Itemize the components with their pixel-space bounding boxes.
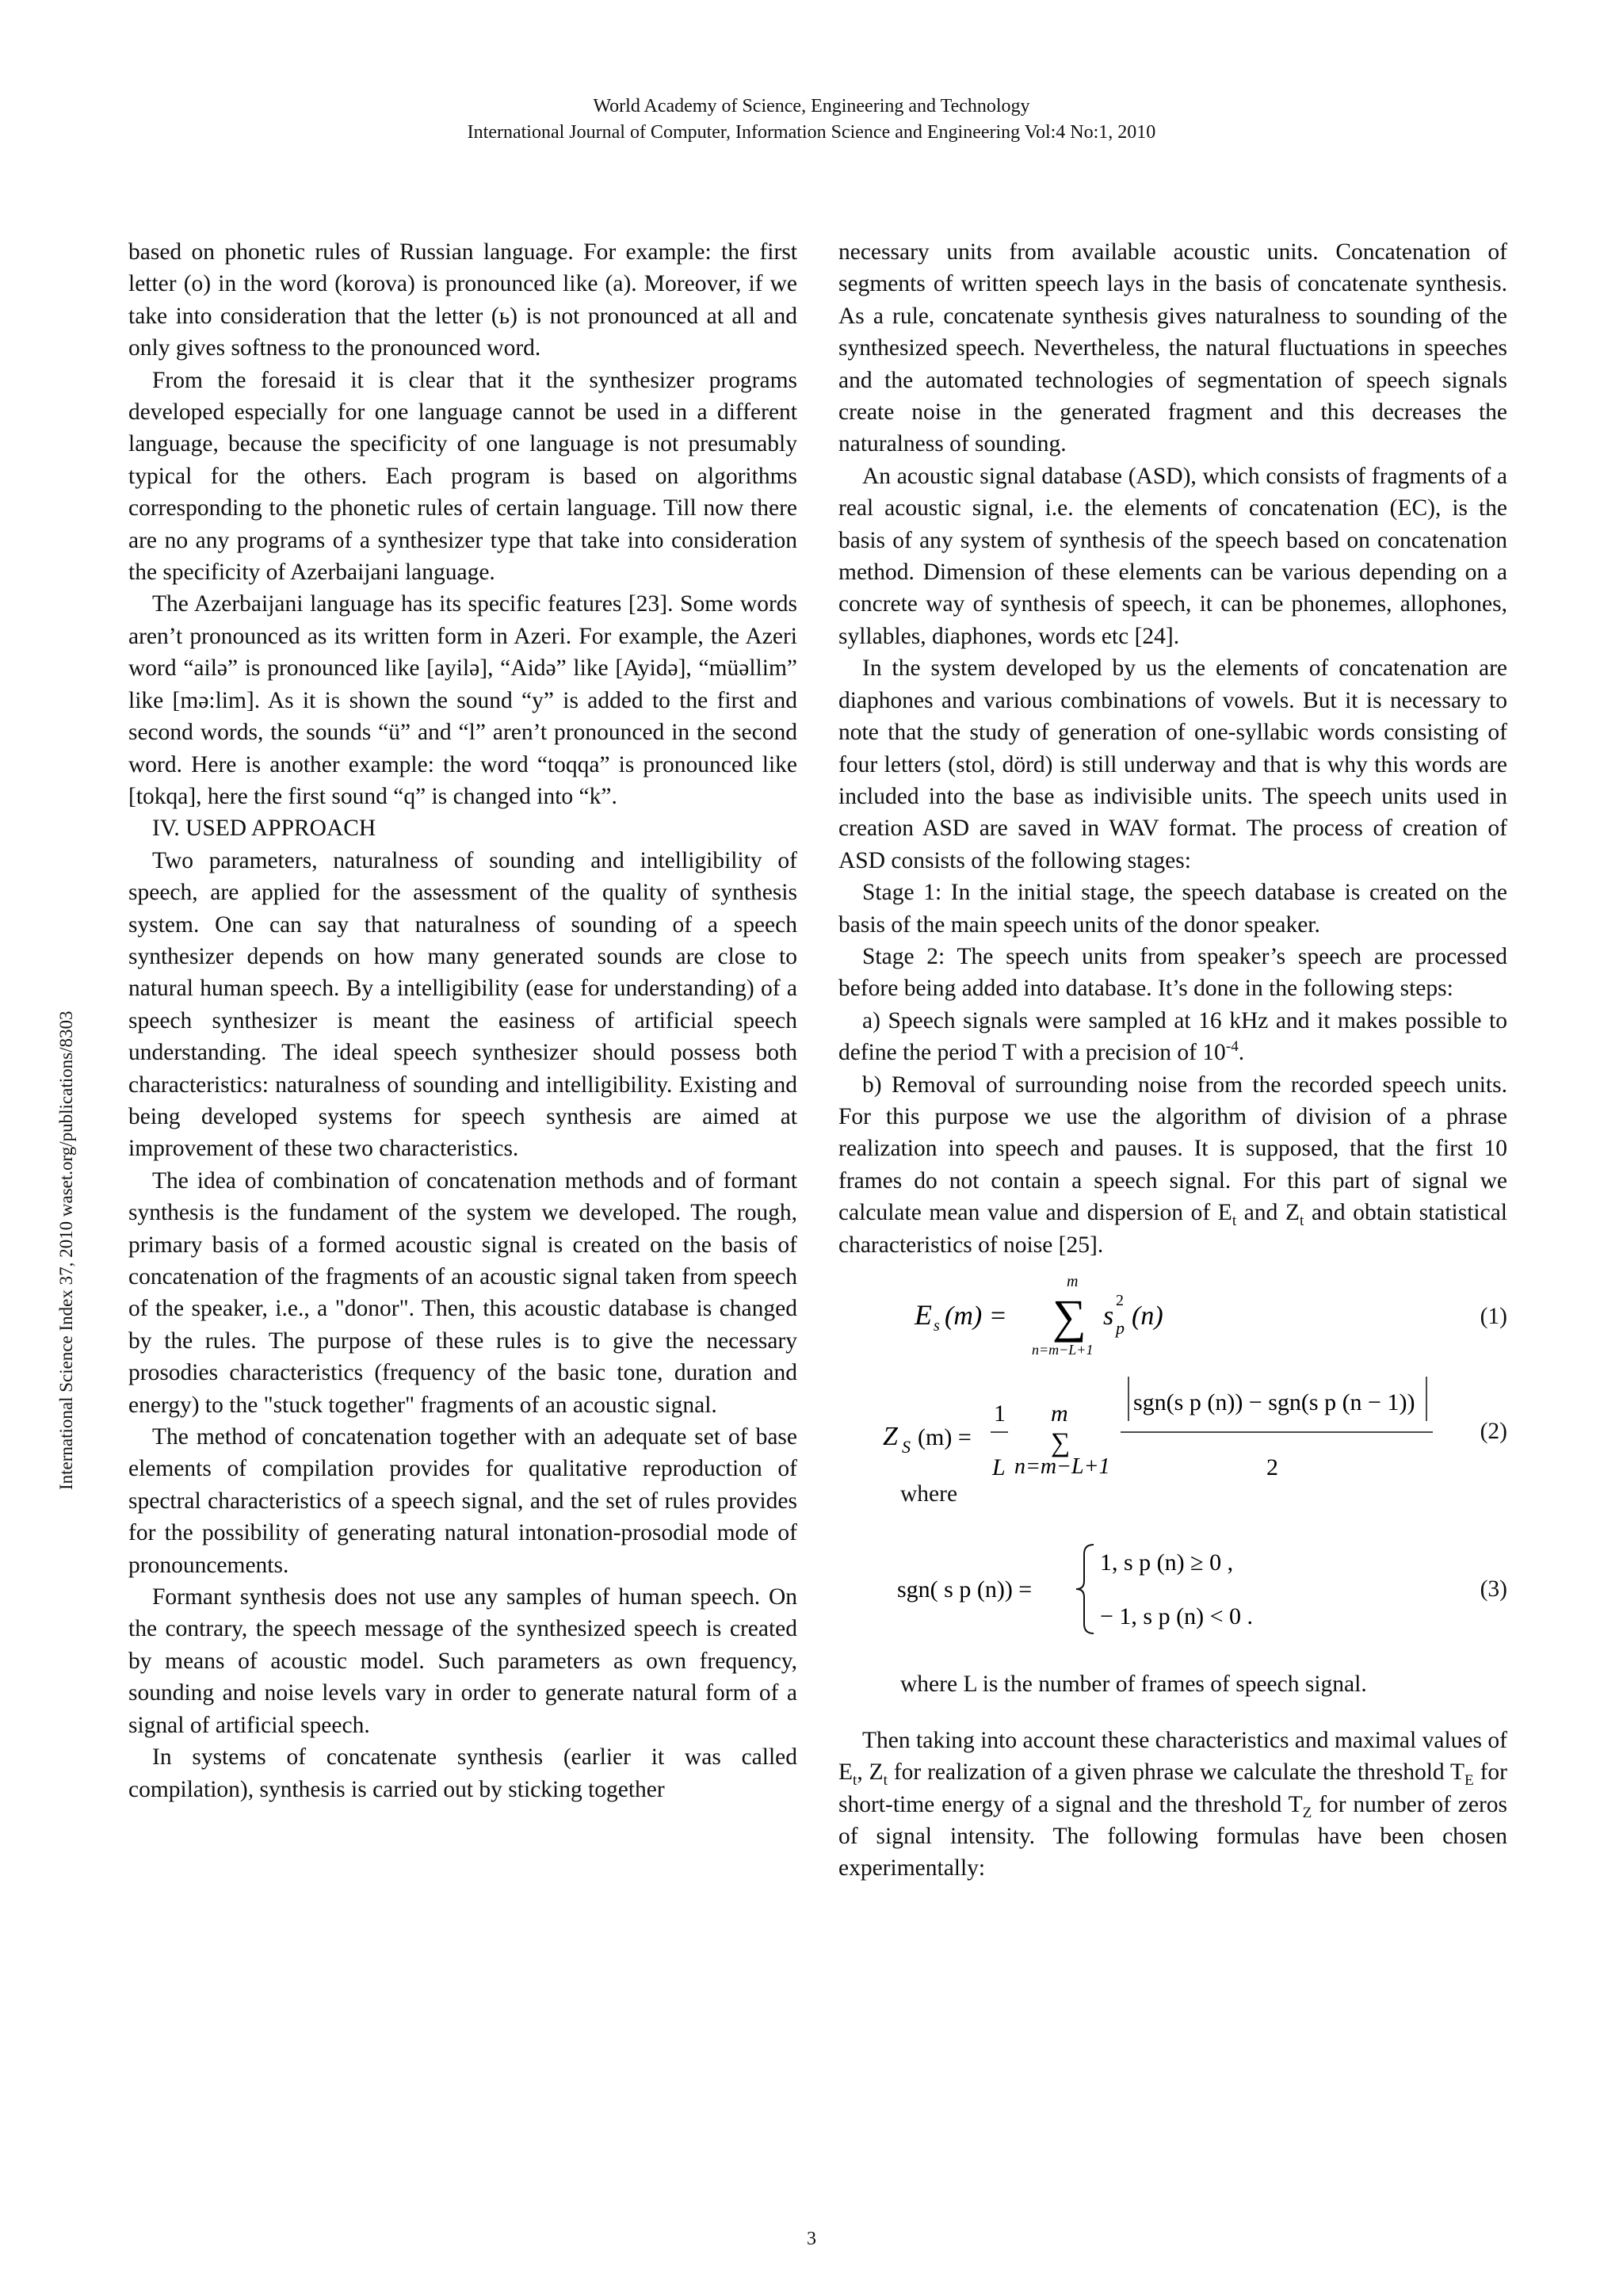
where-description: where L is the number of frames of speech signal. [900,1671,1367,1698]
eq2-numerator: sgn(s p (n)) − sgn(s p (n − 1)) [1133,1389,1415,1415]
paragraph [838,1005,1507,1069]
text-span: b) Removal of surrounding noise from the recorded speech units. For this purpose we use the algorithm of division of a phrase realization into speech and pauses. It is supposed, that the first 10 frames do not contain a speech signal. For this part of signal we calculate mean value and dispersion of E [838,1072,1507,1226]
header-line-1: World Academy of Science, Engineering and Technology [593,96,1030,117]
subscript: t [1300,1213,1304,1230]
equation-3-number: (3) [1480,1576,1507,1603]
eq1-n-arg: (n) [1132,1301,1163,1331]
text-span: and Z [1236,1200,1300,1226]
eq3-case2: − 1, s p (n) < 0 . [1100,1603,1253,1630]
eq2-L: L [992,1454,1006,1480]
eq2-sum-symbol: ∑ [1051,1428,1071,1457]
paragraph: necessary units from available acoustic units. Concatenation of segments of written speech lays in the basis of concatenate synthesis. As a rule, concatenate synthesis gives naturalness to sounding of the synthesized speech. Nevertheless, the natural fluctuations in speeches and the automated technologies of segmentation of speech signals create noise in the generated fragment and this decreases the naturalness of sounding. [838,239,1507,457]
eq1-sum-symbol: ∑ [1052,1290,1086,1343]
superscript: -4 [1225,1038,1239,1056]
equation-1-formula [838,1272,1441,1361]
paragraph: An acoustic signal database (ASD), which consists of fragments of a real acoustic signal, i.e. the elements of concatenation (EC), is the basis of any system of synthesis of the speech based on concatenation method. Dimension of these elements can be various depending on a concrete way of synthesis of speech, it can be phonemes, allophones, syllables, diaphones, words etc [24]. [838,463,1507,649]
equation-1-number: (1) [1480,1304,1507,1329]
eq1-sum-top: m [1067,1273,1079,1290]
text-span: and obtain statistical characteristics of noise [25]. [838,1200,1507,1258]
eq2-one: 1 [994,1400,1006,1427]
text-span: for realization of a given phrase we calculate the threshold T [887,1759,1465,1786]
equation-2-number: (2) [1480,1419,1507,1444]
text-span: for short-time energy of a signal and the threshold T [838,1759,1507,1817]
subscript: E [1465,1772,1474,1790]
paragraph: Stage 2: The speech units from speaker’s speech are processed before being added into database. It’s done in the following steps: [838,943,1507,1002]
paragraph [838,1069,1507,1261]
paragraph [838,1725,1507,1885]
paragraph: Two parameters, naturalness of sounding and intelligibility of speech, are applied for the assessment of the quality of synthesis system. One can say that naturalness of sounding of a speech synthesizer depends on how many generated sounds are close to natural human speech. By a intelligibility (ease for understanding) of a speech synthesizer is meant the easiness of artificial speech understanding. The ideal speech synthesizer should possess both characteristics: naturalness of sounding and intelligibility. Existing and being developed systems for speech synthesis are aimed at improvement of these two characteristics. [128,847,797,1162]
side-index-note: International Science Index 37, 2010 waset.org/publications/8303 [56,1010,76,1490]
page-number: 3 [807,2229,816,2249]
subscript: t [1232,1213,1237,1230]
eq1-sum-bottom: n=m−L+1 [1032,1342,1094,1358]
left-column [128,236,797,1805]
paragraph: In the system developed by us the elements of concatenation are diaphones and various combinations of vowels. But it is necessary to note that the study of generation of one-syllabic words consisting of four letters (stol, dörd) is still underway and that is why this words are included into the base as indivisible units. The speech units used in creation ASD are saved in WAV format. The process of creation of ASD consists of the following stages: [838,655,1507,873]
equation-1 [838,1272,1507,1361]
eq1-s: s [1103,1301,1114,1331]
where-label: where [900,1481,958,1507]
eq2-s-sub: S [902,1437,911,1457]
eq1-s-sub: s [934,1317,940,1335]
paragraph: Stage 1: In the initial stage, the speech database is created on the basis of the main speech units of the donor speaker. [838,880,1507,938]
eq1-arg: (m) = [945,1301,1007,1331]
equation-2 [838,1372,1507,1491]
eq3-case1: 1, s p (n) ≥ 0 , [1100,1549,1234,1576]
text-span: , Z [857,1759,884,1786]
eq1-sup2: 2 [1116,1292,1124,1309]
right-column [838,236,1507,1885]
eq1-p-sub: p [1116,1318,1125,1338]
eq3-lhs: sgn( s p (n)) = [897,1576,1033,1603]
paragraph: Formant synthesis does not use any samples of human speech. On the contrary, the speech message of the synthesized speech is created by means of acoustic model. Such parameters as own frequency, sounding and noise levels vary in order to generate natural form of a signal of artificial speech. [128,1584,797,1738]
text-span: for number of zeros of signal intensity. The following formulas have been chosen experimentally: [838,1791,1507,1881]
paragraph: In systems of concatenate synthesis (earlier it was called compilation), synthesis is carried out by sticking together [128,1744,797,1802]
paragraph: The idea of combination of concatenation methods and of formant synthesis is the fundament of the system we developed. The rough, primary basis of a formed acoustic signal is created on the basis of concatenation of the fragments of an acoustic signal taken from speech of the speaker, i.e., a "donor". Then, this acoustic database is changed by the rules. The purpose of these rules is to give the necessary prosodies characteristics (frequency of the basic tone, duration and energy) to the "stuck together" fragments of an acoustic signal. [128,1167,797,1418]
text-span: . [1238,1040,1245,1066]
subscript: t [883,1772,888,1790]
journal-header [0,94,1623,146]
eq2-denominator: 2 [1266,1454,1278,1480]
section-title: IV. USED APPROACH [152,816,376,842]
paragraph: The method of concatenation together with an adequate set of base elements of compilation provides for qualitative reproduction of spectral characteristics of a speech signal, and the set of rules provides for the possibility of generating natural intonation-prosodial mode of pronouncements. [128,1424,797,1578]
subscript: t [853,1772,857,1790]
paragraph: From the foresaid it is clear that it the synthesizer programs developed especially for one language cannot be used in a different language, because the specificity of one language is not presumably typical for the others. Each program is based on algorithms corresponding to the phonetic rules of certain language. Till now there are no any programs of a synthesizer type that take into consideration the specificity of Azerbaijani language. [128,367,797,586]
eq3-brace [1076,1545,1094,1633]
eq2-sum-bottom: n=m−L+1 [1014,1454,1110,1479]
text-span: a) Speech signals were sampled at 16 kHz and it makes possible to define the period T with a precision of 10 [838,1007,1507,1066]
header-line-2: International Journal of Computer, Information Science and Engineering Vol:4 No:1, 2010 [467,122,1156,143]
equation-3-formula [838,1534,1441,1645]
paragraph: based on phonetic rules of Russian language. For example: the first letter (o) in the word (korova) is pronounced like (a). Moreover, if we take into consideration that the letter (ь) is not pronounced at all and only gives softness to the pronounced word. [128,239,797,361]
eq2-Z: Z [883,1422,898,1451]
equation-3 [838,1534,1507,1645]
subscript: Z [1302,1804,1312,1821]
eq1-E: E [915,1299,932,1331]
eq2-sum-top: m [1051,1400,1068,1427]
eq2-arg: (m) = [918,1424,972,1450]
text-span: Then taking into account these characteristics and maximal values of E [838,1727,1507,1786]
equation-2-formula [838,1372,1441,1491]
paragraph: The Azerbaijani language has its specific features [23]. Some words aren’t pronounced as its written form in Azeri. For example, the Azeri word “ailə” is pronounced like [ayilə], “Aidə” like [Ayidə], “müəllim” like [mə:lim]. As it is shown the sound “y” is added to the first and second words, the sounds “ü” and “l” aren’t pronounced in the second word. Here is another example: the word “toqqa” is pronounced like [tokqa], here the first sound “q” is changed into “k”. [128,591,797,809]
